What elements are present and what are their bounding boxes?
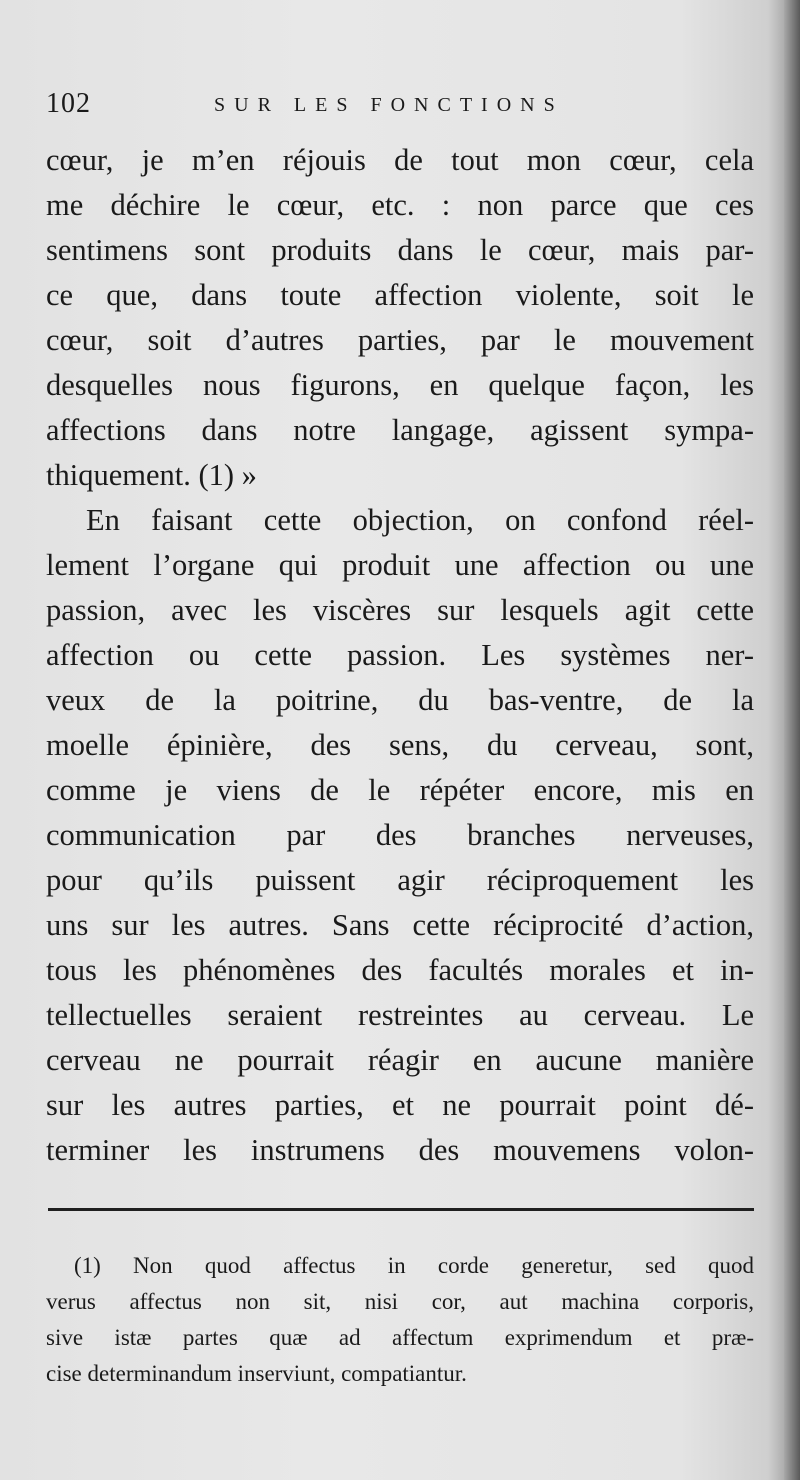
page-header <box>46 88 756 128</box>
text-line: uns sur les autres. Sans cette réciprocité d’action, <box>46 908 754 942</box>
text-line: cœur, soit d’autres parties, par le mouvement <box>46 323 754 357</box>
text-line: tellectuelles seraient restreintes au cerveau. Le <box>46 998 754 1032</box>
text-line: tous les phénomènes des facultés morales et in- <box>46 953 754 987</box>
text-line: communication par des branches nerveuses, <box>46 818 754 852</box>
footnote-line: verus affectus non sit, nisi cor, aut machina corporis, <box>46 1289 754 1314</box>
text-line: cœur, je m’en réjouis de tout mon cœur, cela <box>46 143 754 177</box>
text-line: En faisant cette objection, on confond réel- <box>86 503 754 537</box>
text-line: terminer les instrumens des mouvemens volon- <box>46 1133 754 1167</box>
text-line: affection ou cette passion. Les systèmes ner- <box>46 638 754 672</box>
footnote-line: sive istæ partes quæ ad affectum exprimendum et præ- <box>46 1325 754 1350</box>
body-text <box>46 138 754 1173</box>
running-title: SUR LES FONCTIONS <box>214 94 564 116</box>
text-line: pour qu’ils puissent agir réciproquement les <box>46 863 754 897</box>
footnote <box>46 1248 754 1392</box>
text-line: passion, avec les viscères sur lesquels agit cette <box>46 593 754 627</box>
page-number: 102 <box>46 88 91 119</box>
text-line: veux de la poitrine, du bas-ventre, de la <box>46 683 754 717</box>
text-line: cerveau ne pourrait réagir en aucune manière <box>46 1043 754 1077</box>
text-line: lement l’organe qui produit une affection ou une <box>46 548 754 582</box>
footnote-line: cise determinandum inserviunt, compatiantur. <box>46 1361 467 1386</box>
text-line: desquelles nous figurons, en quelque façon, les <box>46 368 754 402</box>
text-line: sur les autres parties, et ne pourrait point dé- <box>46 1088 754 1122</box>
text-line: sentimens sont produits dans le cœur, mais par- <box>46 233 754 267</box>
text-line: ce que, dans toute affection violente, soit le <box>46 278 754 312</box>
text-line: me déchire le cœur, etc. : non parce que ces <box>46 188 754 222</box>
text-line: affections dans notre langage, agissent sympa- <box>46 413 754 447</box>
text-line: thiquement. (1) » <box>46 458 257 492</box>
text-line: comme je viens de le répéter encore, mis en <box>46 773 754 807</box>
footnote-divider <box>48 1208 754 1211</box>
text-line: moelle épinière, des sens, du cerveau, sont, <box>46 728 754 762</box>
footnote-line: (1) Non quod affectus in corde generetur, sed quod <box>74 1253 754 1278</box>
page-spine-shadow <box>784 0 800 1480</box>
